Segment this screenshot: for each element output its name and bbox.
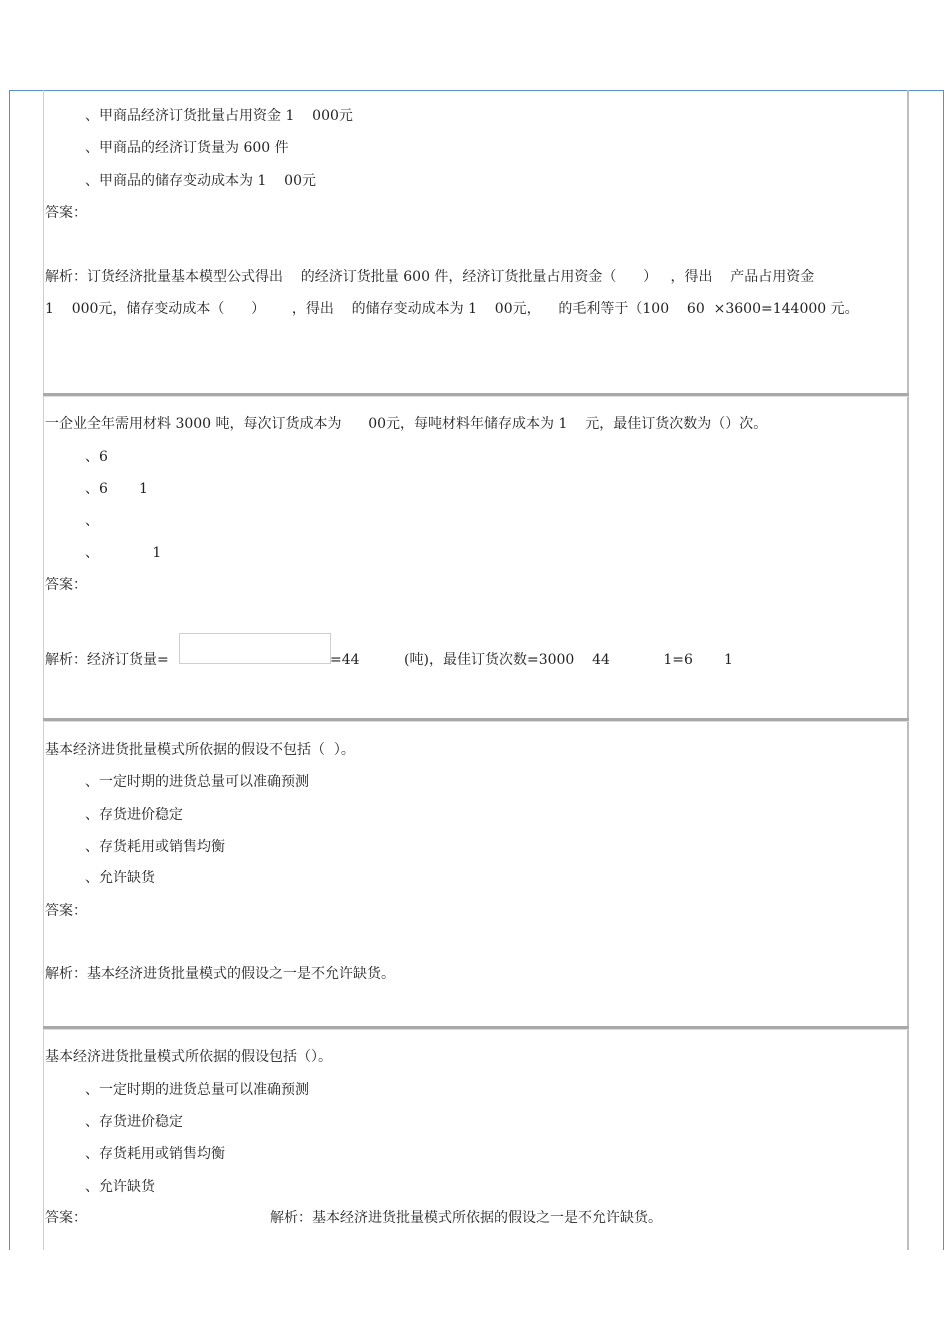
- q3-option-3: 、存货耗用或销售均衡: [85, 839, 225, 855]
- q2-explanation-prefix: 解析：经济订货量=: [45, 652, 169, 668]
- q4-explanation: 解析：基本经济进货批量模式所依据的假设之一是不允许缺货。: [270, 1210, 662, 1226]
- question-separator: [43, 718, 909, 722]
- question-separator: [43, 1026, 909, 1030]
- q3-option-4: 、允许缺货: [85, 870, 155, 886]
- q4-stem: 基本经济进货批量模式所依据的假设包括（）。: [45, 1049, 332, 1065]
- q3-explanation: 解析：基本经济进货批量模式的假设之一是不允许缺货。: [45, 966, 395, 982]
- q4-option-4: 、允许缺货: [85, 1179, 155, 1195]
- q2-option-4: 、 1: [85, 545, 162, 561]
- frame-right-border: [943, 90, 944, 1250]
- q4-option-2: 、存货进价稳定: [85, 1114, 183, 1130]
- frame-top-border: [9, 90, 944, 91]
- q3-answer-label: 答案：: [45, 903, 87, 919]
- formula-image-placeholder: [179, 633, 331, 664]
- q3-option-2: 、存货进价稳定: [85, 807, 183, 823]
- q2-option-3: 、: [85, 513, 99, 529]
- q3-stem: 基本经济进货批量模式所依据的假设不包括（ ）。: [45, 742, 355, 758]
- content-right-border: [907, 90, 909, 1250]
- q2-option-1: 、6: [85, 449, 108, 465]
- q4-answer-label: 答案：: [45, 1210, 87, 1226]
- q2-answer-label: 答案：: [45, 577, 87, 593]
- q2-stem: 一企业全年需用材料 3000 吨，每次订货成本为 00元，每吨材料年储存成本为 1 元，最佳订货次数为（）次。: [45, 416, 768, 432]
- frame-left-border: [9, 90, 10, 1250]
- q2-explanation-suffix: =44 (吨)，最佳订货次数=3000 44 1=6 1: [330, 652, 733, 668]
- q1-answer-label: 答案：: [45, 205, 87, 221]
- q3-option-1: 、一定时期的进货总量可以准确预测: [85, 774, 309, 790]
- q1-option-3: 、甲商品的储存变动成本为 1 00元: [85, 173, 316, 189]
- question-separator: [43, 393, 909, 397]
- q4-option-1: 、一定时期的进货总量可以准确预测: [85, 1082, 309, 1098]
- q1-explanation-line-2: 1 000元，储存变动成本（ ） ，得出 的储存变动成本为 1 00元， 的毛利等于（100 60 ×3600=144000 元。: [45, 301, 859, 317]
- q1-option-1: 、甲商品经济订货批量占用资金 1 000元: [85, 108, 353, 124]
- q1-explanation-line-1: 解析：订货经济批量基本模型公式得出 的经济订货批量 600 件，经济订货批量占用资金（ ） ，得出 产品占用资金: [45, 269, 815, 285]
- q2-option-2: 、6 1: [85, 481, 148, 497]
- q1-option-2: 、甲商品的经济订货量为 600 件: [85, 140, 289, 156]
- content-left-border: [43, 90, 44, 1250]
- q4-option-3: 、存货耗用或销售均衡: [85, 1146, 225, 1162]
